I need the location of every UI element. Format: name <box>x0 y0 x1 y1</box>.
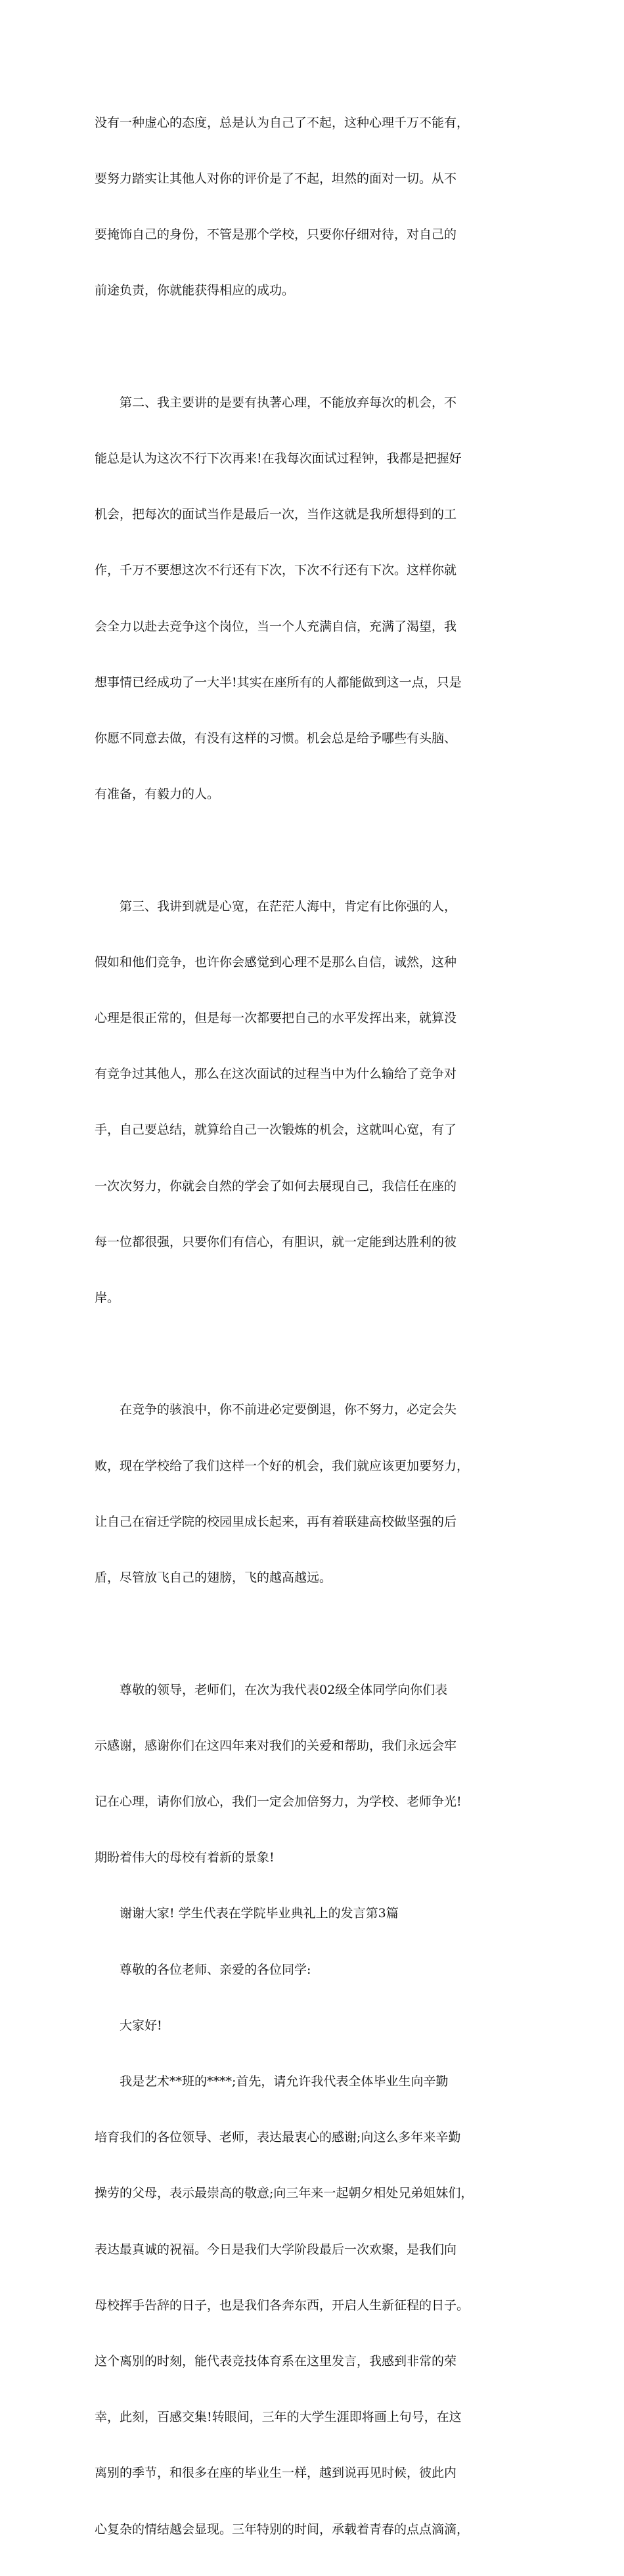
text-line: 我是艺术**班的****;首先，请允许我代表全体毕业生向辛勤 <box>95 2074 449 2089</box>
text-line: 前途负责，你就能获得相应的成功。 <box>95 283 295 298</box>
paragraph-1 <box>95 76 544 338</box>
paragraph-5 <box>95 1643 544 2576</box>
text-line: 记在心理，请你们放心，我们一定会加倍努力，为学校、老师争光! <box>95 1794 462 1809</box>
text-line: 离别的季节，和很多在座的毕业生一样，越到说再见时候，彼此内 <box>95 2466 457 2481</box>
paragraph-gap <box>95 1344 544 1363</box>
text-line: 假如和他们竞争，也许你会感觉到心理不是那么自信，诚然，这种 <box>95 954 457 969</box>
text-line: 要掩饰自己的身份，不管是那个学校，只要你仔细对待，对自己的 <box>95 227 457 242</box>
text-line: 尊敬的领导，老师们，在次为我代表02级全体同学向你们表 <box>95 1682 448 1697</box>
text-line: 操劳的父母，表示最崇高的敬意;向三年来一起朝夕相处兄弟姐妹们， <box>95 2186 474 2201</box>
text-line: 心理是很正常的，但是每一次都要把自己的水平发挥出来，就算没 <box>95 1011 457 1026</box>
text-line: 第二、我主要讲的是要有执著心理，不能放弃每次的机会，不 <box>95 395 457 410</box>
text-line: 每一位都很强，只要你们有信心，有胆识，就一定能到达胜利的彼 <box>95 1234 457 1249</box>
text-line: 手，自己要总结，就算给自己一次锻炼的机会，这就叫心宽，有了 <box>95 1122 457 1138</box>
text-line: 母校挥手告辞的日子，也是我们各奔东西，开启人生新征程的日子。 <box>95 2298 470 2313</box>
paragraph-4 <box>95 1364 544 1625</box>
text-line: 在竞争的骇浪中，你不前进必定要倒退，你不努力，必定会失 <box>95 1402 457 1417</box>
text-line: 会全力以赴去竞争这个岗位，当一个人充满自信，充满了渴望，我 <box>95 619 457 634</box>
text-line: 有准备，有毅力的人。 <box>95 787 220 802</box>
paragraph-3 <box>95 860 544 1344</box>
text-line: 要努力踏实让其他人对你的评价是了不起，坦然的面对一切。从不 <box>95 171 457 187</box>
document-body <box>95 76 544 2576</box>
text-line: 让自己在宿迁学院的校园里成长起来，再有着联建高校做坚强的后 <box>95 1514 457 1529</box>
paragraph-gap <box>95 1624 544 1643</box>
text-line: 机会，把每次的面试当作是最后一次，当作这就是我所想得到的工 <box>95 507 457 522</box>
text-line: 期盼着伟大的母校有着新的景象! <box>95 1850 275 1865</box>
paragraph-gap <box>95 841 544 859</box>
text-line: 谢谢大家! 学生代表在学院毕业典礼上的发言第3篇 <box>95 1906 399 1921</box>
text-line: 败，现在学校给了我们这样一个好的机会，我们就应该更加要努力， <box>95 1458 470 1473</box>
text-line: 培育我们的各位领导、老师，表达最衷心的感谢;向这么多年来辛勤 <box>95 2130 461 2145</box>
text-line: 心复杂的情结越会显现。三年特别的时间，承载着青春的点点滴滴， <box>95 2521 470 2537</box>
text-line: 你愿不同意去做，有没有这样的习惯。机会总是给予哪些有头脑、 <box>95 731 457 746</box>
text-line: 能总是认为这次不行下次再来!在我每次面试过程钟，我都是把握好 <box>95 451 462 466</box>
text-line: 没有一种虚心的态度，总是认为自己了不起，这种心理千万不能有， <box>95 115 470 130</box>
text-line: 岸。 <box>95 1291 120 1306</box>
text-line: 一次次努力，你就会自然的学会了如何去展现自己，我信任在座的 <box>95 1178 457 1193</box>
text-line: 这个离别的时刻，能代表竞技体育系在这里发言，我感到非常的荣 <box>95 2353 457 2368</box>
text-line: 大家好! <box>95 2018 162 2033</box>
text-line: 幸，此刻，百感交集!转眼间，三年的大学生涯即将画上句号，在这 <box>95 2410 462 2425</box>
paragraph-2 <box>95 356 544 841</box>
text-line: 示感谢，感谢你们在这四年来对我们的关爱和帮助，我们永远会牢 <box>95 1738 457 1753</box>
text-line: 盾，尽管放飞自己的翅膀，飞的越高越远。 <box>95 1570 332 1586</box>
text-line: 作，千万不要想这次不行还有下次，下次不行还有下次。这样你就 <box>95 563 457 578</box>
text-line: 表达最真诚的祝福。今日是我们大学阶段最后一次欢聚，是我们向 <box>95 2242 457 2257</box>
paragraph-gap <box>95 338 544 356</box>
text-line: 尊敬的各位老师、亲爱的各位同学: <box>95 1962 311 1977</box>
text-line: 有竞争过其他人，那么在这次面试的过程当中为什么输给了竞争对 <box>95 1067 457 1082</box>
text-line: 想事情已经成功了一大半!其实在座所有的人都能做到这一点，只是 <box>95 675 462 690</box>
text-line: 第三、我讲到就是心宽，在茫茫人海中，肯定有比你强的人， <box>95 899 457 914</box>
